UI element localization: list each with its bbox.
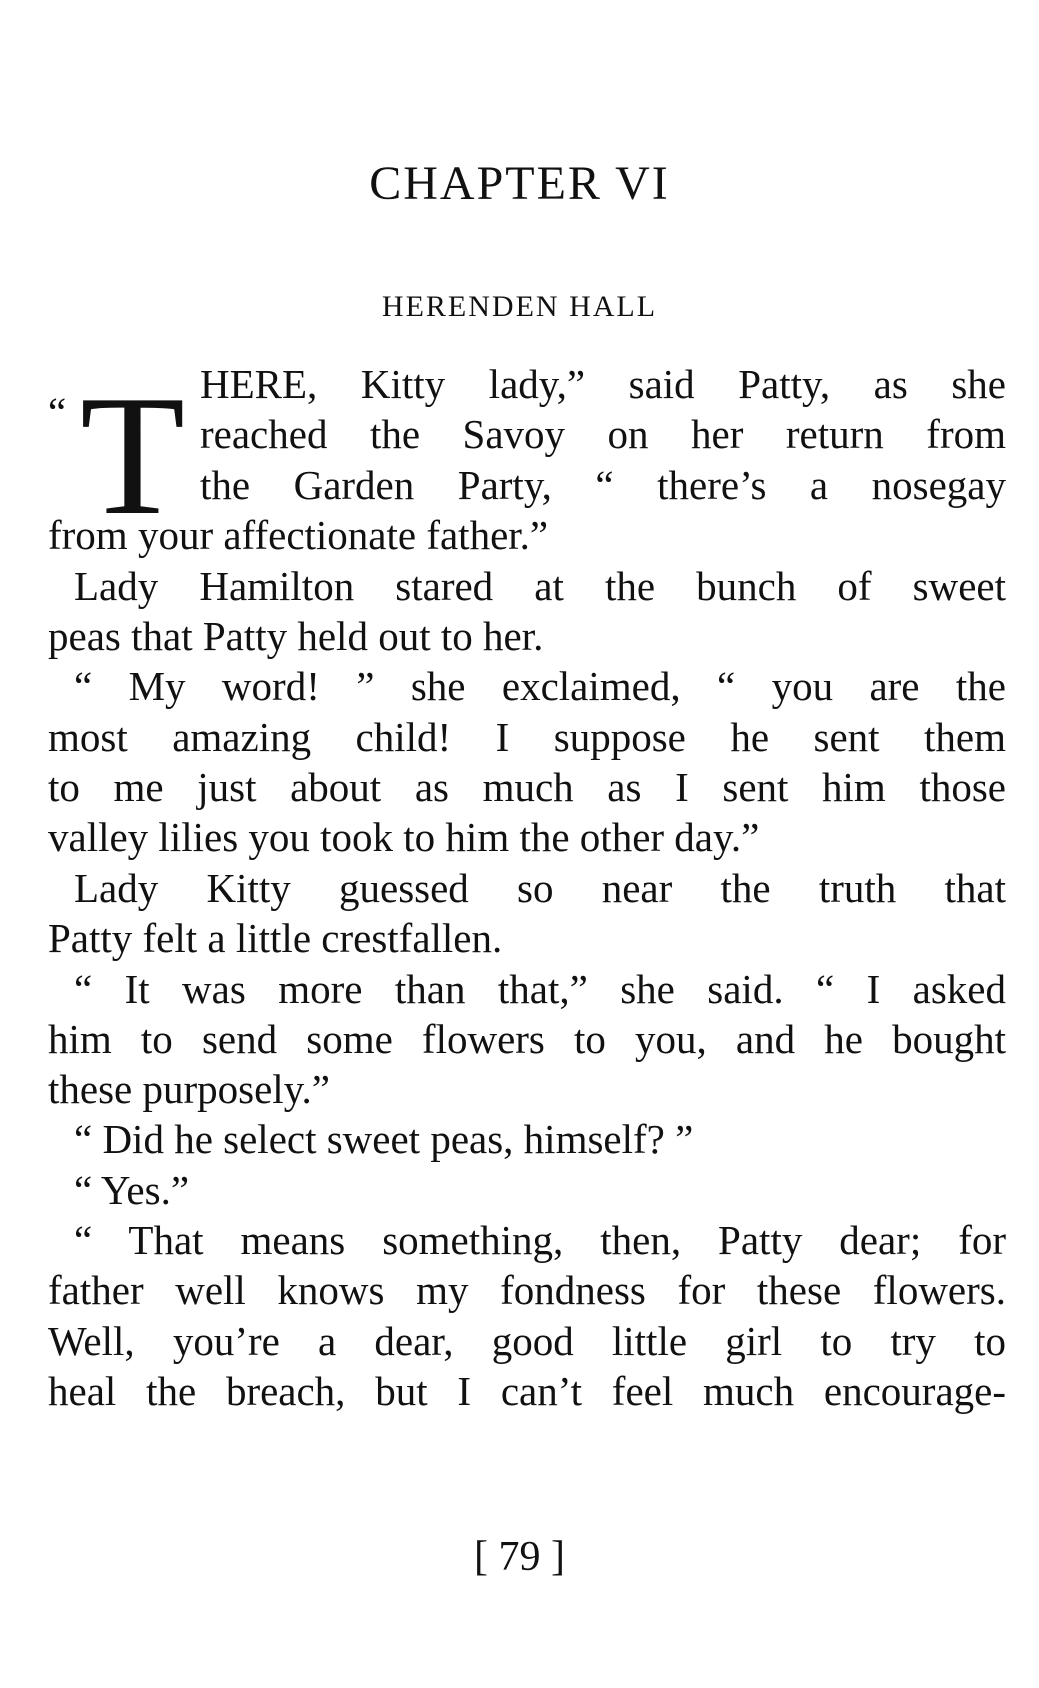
text-line: “ Yes.” — [74, 1167, 190, 1213]
text-line: to me just about as much as I sent him those — [48, 764, 1006, 810]
text-line: HERE, Kitty lady,” said Patty, as she — [200, 361, 1006, 407]
opening-quote-mark: “ — [48, 389, 67, 435]
text-line: “ Did he select sweet peas, himself? ” — [74, 1116, 694, 1162]
text-line: from your affectionate father.” — [48, 512, 549, 558]
drop-cap-letter: T — [80, 361, 186, 551]
text-line: peas that Patty held out to her. — [48, 613, 544, 659]
text-line: Lady Hamilton stared at the bunch of sweet — [74, 563, 1006, 609]
text-line: “ That means something, then, Patty dear; for — [74, 1217, 1006, 1263]
text-line: Patty felt a little crestfallen. — [48, 915, 503, 961]
text-line: heal the breach, but I can’t feel much encourage- — [48, 1368, 1006, 1414]
text-line: Well, you’re a dear, good little girl to try to — [48, 1318, 1006, 1364]
page-number: [ 79 ] — [474, 1534, 565, 1580]
text-line: father well knows my fondness for these flowers. — [48, 1267, 1006, 1313]
chapter-subtitle: HERENDEN HALL — [381, 290, 658, 323]
text-line: valley lilies you took to him the other day.” — [48, 814, 760, 860]
text-line: reached the Savoy on her return from — [200, 411, 1006, 457]
text-line: these purposely.” — [48, 1066, 330, 1112]
text-line: Lady Kitty guessed so near the truth that — [74, 865, 1006, 911]
text-line: him to send some flowers to you, and he bought — [48, 1016, 1006, 1062]
text-line: the Garden Party, “ there’s a nosegay — [200, 462, 1006, 508]
text-line: “ It was more than that,” she said. “ I asked — [74, 966, 1006, 1012]
chapter-title: CHAPTER VI — [369, 157, 670, 210]
text-line: most amazing child! I suppose he sent them — [48, 714, 1006, 760]
text-line: “ My word! ” she exclaimed, “ you are the — [74, 663, 1006, 709]
